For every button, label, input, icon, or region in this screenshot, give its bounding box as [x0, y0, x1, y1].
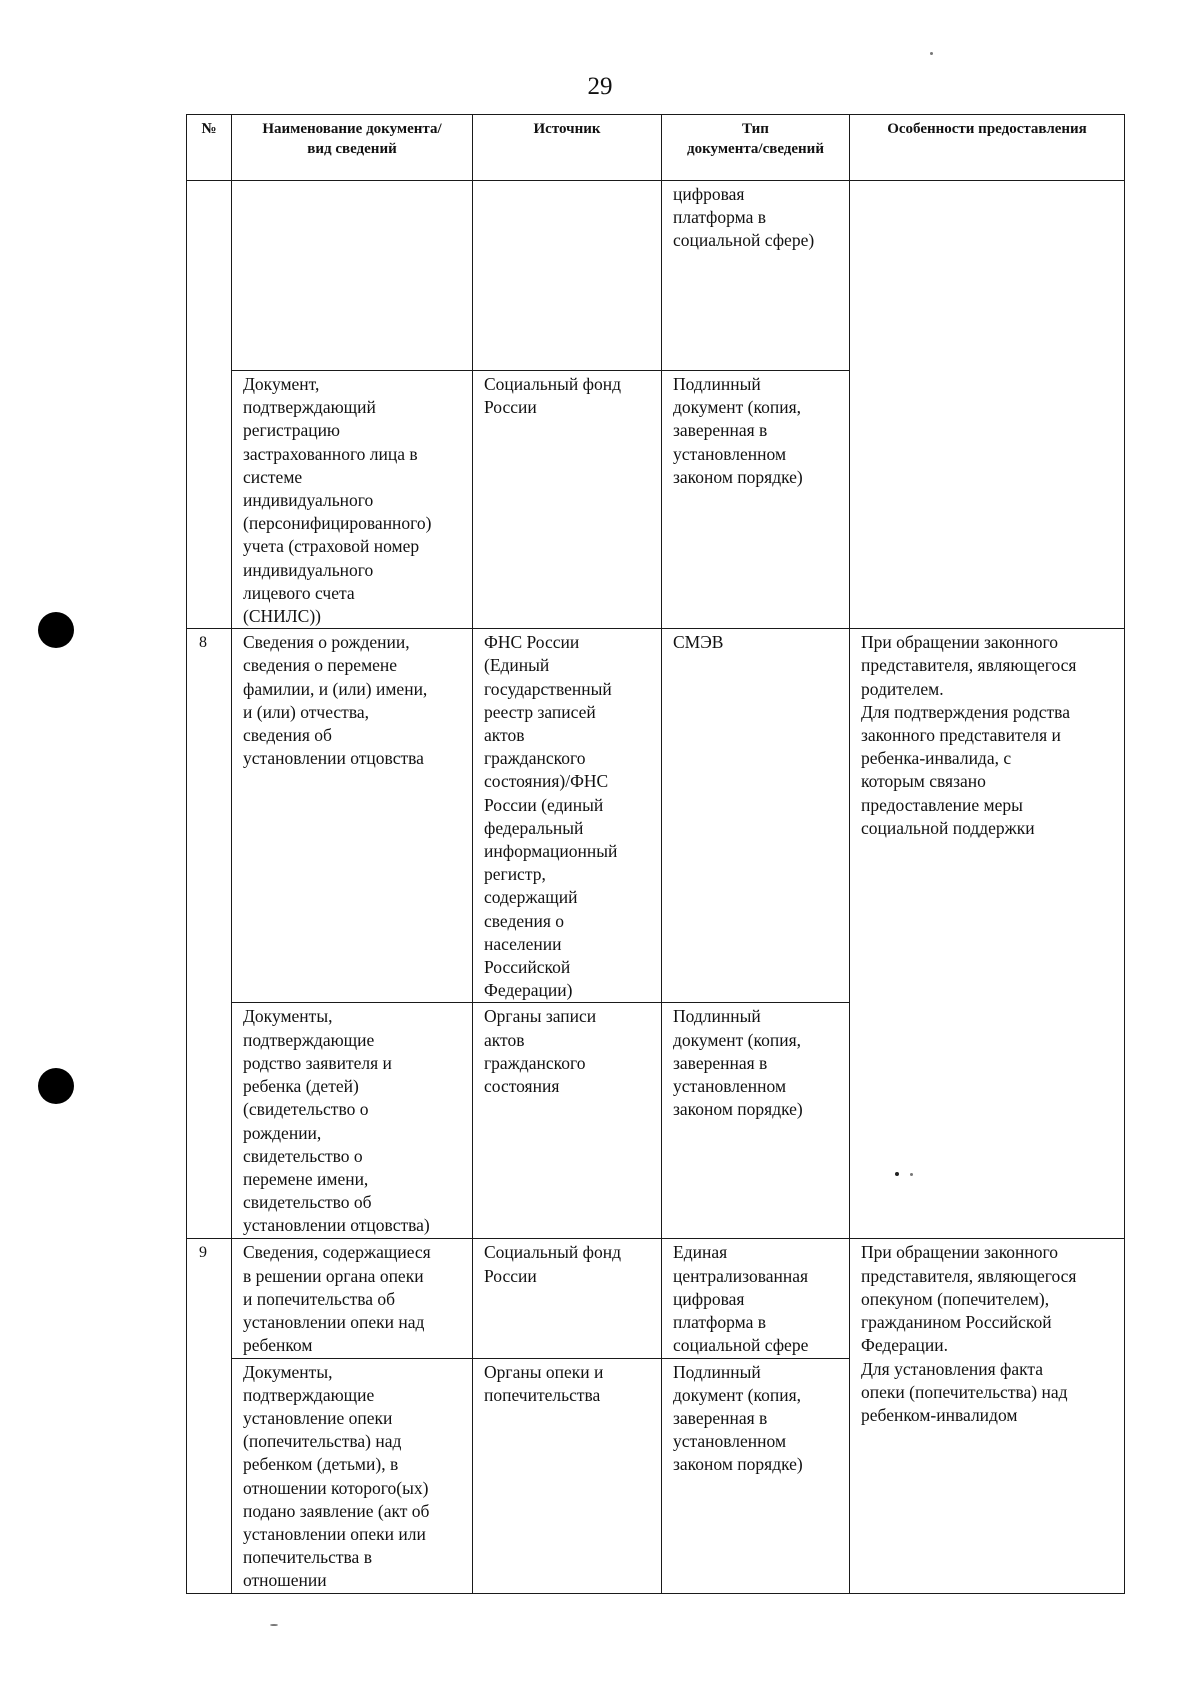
notes-cell — [850, 181, 1125, 629]
page-number: 29 — [587, 73, 613, 100]
document-type-cell: Единая централизованная цифровая платформа в социальной сфере — [662, 1239, 850, 1358]
document-type-cell: цифровая платформа в социальной сфере) — [662, 181, 850, 371]
document-name-cell: Документы, подтверждающие родство заявителя и ребенка (детей) (свидетельство о рождении, свидетельство о перемене имени, свидетельство об установлении отцовства) — [232, 1003, 473, 1239]
source-cell — [473, 181, 662, 371]
source-cell: Социальный фонд России — [473, 371, 662, 629]
document-name-cell: Документы, подтверждающие установление опеки (попечительства) над ребенком (детьми), в отношении которого(ых) подано заявление (акт об установлении опеки или попечительства в отношении — [232, 1358, 473, 1593]
punch-hole-mark — [38, 1068, 74, 1104]
punch-hole-mark — [38, 612, 74, 648]
source-cell: ФНС России (Единый государственный реестр записей актов гражданского состояния)/ФНС России (единый федеральный информационный регистр, содержащий сведения о населении Российской Федерации) — [473, 629, 662, 1003]
scan-speck — [930, 52, 933, 55]
documents-table — [186, 114, 1125, 1594]
document-type-cell: Подлинный документ (копия, заверенная в установленном законом порядке) — [662, 371, 850, 629]
row-number: 8 — [187, 629, 232, 1239]
document-type-cell: Подлинный документ (копия, заверенная в установленном законом порядке) — [662, 1003, 850, 1239]
header-document-name: Наименование документа/ вид сведений — [232, 115, 473, 181]
source-cell: Органы записи актов гражданского состояния — [473, 1003, 662, 1239]
document-type-cell: СМЭВ — [662, 629, 850, 1003]
document-type-cell: Подлинный документ (копия, заверенная в установленном законом порядке) — [662, 1358, 850, 1593]
document-name-cell: Документ, подтверждающий регистрацию застрахованного лица в системе индивидуального (персонифицированного) учета (страховой номер индивидуального лицевого счета (СНИЛС)) — [232, 371, 473, 629]
scan-speck — [270, 1624, 278, 1626]
header-source: Источник — [473, 115, 662, 181]
table-row — [187, 629, 1125, 1003]
document-name-cell: Сведения, содержащиеся в решении органа опеки и попечительства об установлении опеки над ребенком — [232, 1239, 473, 1358]
source-cell: Органы опеки и попечительства — [473, 1358, 662, 1593]
document-name-cell — [232, 181, 473, 371]
table-row — [187, 181, 1125, 371]
document-name-cell: Сведения о рождении, сведения о перемене фамилии, и (или) имени, и (или) отчества, сведения об установлении отцовства — [232, 629, 473, 1003]
row-number: 9 — [187, 1239, 232, 1593]
table-row — [187, 1239, 1125, 1358]
header-document-type: Тип документа/сведений — [662, 115, 850, 181]
notes-cell: При обращении законного представителя, являющегося родителем. Для подтверждения родства законного представителя и ребенка-инвалида, с которым связано предоставление меры социальной поддержки — [850, 629, 1125, 1239]
header-number: № — [187, 115, 232, 181]
table-header-row — [187, 115, 1125, 181]
row-number — [187, 181, 232, 629]
source-cell: Социальный фонд России — [473, 1239, 662, 1358]
header-notes: Особенности предоставления — [850, 115, 1125, 181]
notes-cell: При обращении законного представителя, являющегося опекуном (попечителем), гражданином Российской Федерации. Для установления факта опеки (попечительства) над ребенком-инвалидом — [850, 1239, 1125, 1593]
